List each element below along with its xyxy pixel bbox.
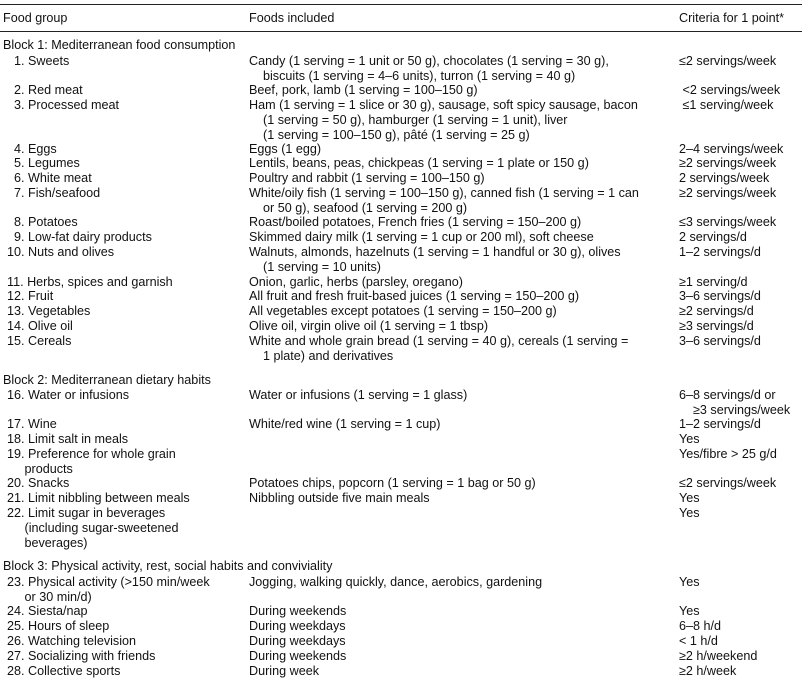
row-criteria: 1–2 servings/d: [679, 245, 761, 259]
row-criteria: < 1 h/d: [679, 634, 718, 648]
row-label: 9. Low-fat dairy products: [0, 230, 152, 244]
row-foods: White/oily fish (1 serving = 100–150 g), canned fish (1 serving = 1 can or 50 g), seafood (1 serving = 200 g): [249, 186, 639, 215]
row-criteria: 6–8 servings/d or ≥3 servings/week: [679, 388, 791, 417]
row-label: 14. Olive oil: [0, 319, 73, 333]
row-criteria: Yes: [679, 604, 700, 618]
row-foods: White/red wine (1 serving = 1 cup): [249, 417, 441, 431]
header-criteria: Criteria for 1 point*: [679, 11, 784, 25]
row-label: 19. Preference for whole grain products: [7, 447, 176, 476]
row-foods: All fruit and fresh fruit-based juices (1 serving = 150–200 g): [249, 289, 580, 303]
row-criteria: ≥1 serving/d: [679, 275, 748, 289]
row-criteria: Yes/fibre > 25 g/d: [679, 447, 777, 461]
row-foods: Walnuts, almonds, hazelnuts (1 serving = 1 handful or 30 g), olives (1 serving = 10 units): [249, 245, 621, 274]
block-title: Block 1: Mediterranean food consumption: [3, 38, 236, 52]
row-criteria: 1–2 servings/d: [679, 417, 761, 431]
row-criteria: 6–8 h/d: [679, 619, 722, 633]
row-foods: Poultry and rabbit (1 serving = 100–150 g): [249, 171, 485, 185]
header-foods-included: Foods included: [249, 11, 335, 25]
row-label: 2. Red meat: [0, 83, 83, 97]
row-criteria: ≥3 servings/d: [679, 319, 754, 333]
row-foods: White and whole grain bread (1 serving = 40 g), cereals (1 serving = 1 plate) and derivatives: [249, 334, 629, 363]
row-criteria: Yes: [679, 491, 700, 505]
row-criteria: ≥2 servings/d: [679, 304, 754, 318]
row-criteria: Yes: [679, 506, 700, 520]
row-criteria: 2–4 servings/week: [679, 142, 784, 156]
row-foods: During weekdays: [249, 634, 346, 648]
row-foods: Olive oil, virgin olive oil (1 serving = 1 tbsp): [249, 319, 489, 333]
row-label: 28. Collective sports: [0, 664, 121, 678]
row-criteria: 3–6 servings/d: [679, 334, 761, 348]
row-foods: Beef, pork, lamb (1 serving = 100–150 g): [249, 83, 478, 97]
row-label: 7. Fish/seafood: [0, 186, 101, 200]
row-foods: Ham (1 serving = 1 slice or 30 g), sausage, soft spicy sausage, bacon (1 serving = 50 g), hamburger (1 serving = 1 unit), liver (1 serving = 100–150 g), pâté (1 serving = 25 g): [249, 98, 638, 142]
row-foods: Onion, garlic, herbs (parsley, oregano): [249, 275, 463, 289]
row-label: 21. Limit nibbling between meals: [0, 491, 190, 505]
row-label: 16. Water or infusions: [0, 388, 130, 402]
row-label: 15. Cereals: [0, 334, 72, 348]
row-foods: During week: [249, 664, 319, 678]
header-food-group: Food group: [3, 11, 68, 25]
row-label: 13. Vegetables: [0, 304, 91, 318]
table-header-rule: [0, 31, 802, 32]
row-label: 4. Eggs: [0, 142, 57, 156]
row-label: 18. Limit salt in meals: [0, 432, 129, 446]
row-label: 8. Potatoes: [0, 215, 78, 229]
row-label: 22. Limit sugar in beverages (including sugar-sweetened beverages): [7, 506, 179, 550]
row-criteria: Yes: [679, 432, 700, 446]
row-label: 3. Processed meat: [0, 98, 119, 112]
row-label: 23. Physical activity (>150 min/week or 30 min/d): [7, 575, 210, 604]
row-label: 27. Socializing with friends: [0, 649, 156, 663]
row-criteria: ≥2 servings/week: [679, 156, 777, 170]
table-top-rule: [0, 4, 802, 5]
row-label: 5. Legumes: [0, 156, 80, 170]
row-foods: Skimmed dairy milk (1 serving = 1 cup or 200 ml), soft cheese: [249, 230, 594, 244]
row-criteria: Yes: [679, 575, 700, 589]
row-foods: Lentils, beans, peas, chickpeas (1 serving = 1 plate or 150 g): [249, 156, 589, 170]
row-foods: Jogging, walking quickly, dance, aerobics, gardening: [249, 575, 543, 589]
row-label: 20. Snacks: [0, 476, 70, 490]
row-foods: During weekdays: [249, 619, 346, 633]
row-label: 25. Hours of sleep: [0, 619, 110, 633]
row-criteria: ≤2 servings/week: [679, 54, 777, 68]
row-label: 12. Fruit: [0, 289, 54, 303]
row-criteria: ≤1 serving/week: [679, 98, 774, 112]
row-foods: Eggs (1 egg): [249, 142, 322, 156]
row-criteria: ≤3 servings/week: [679, 215, 777, 229]
row-criteria: ≥2 h/week: [679, 664, 737, 678]
row-criteria: ≥2 h/weekend: [679, 649, 758, 663]
row-criteria: 2 servings/d: [679, 230, 747, 244]
row-label: 26. Watching television: [0, 634, 137, 648]
row-criteria: ≥2 servings/week: [679, 186, 777, 200]
row-label: 10. Nuts and olives: [0, 245, 115, 259]
row-foods: Potatoes chips, popcorn (1 serving = 1 bag or 50 g): [249, 476, 536, 490]
row-foods: Water or infusions (1 serving = 1 glass): [249, 388, 468, 402]
row-foods: During weekends: [249, 604, 347, 618]
row-label: 1. Sweets: [0, 54, 70, 68]
row-label: 6. White meat: [0, 171, 92, 185]
row-label: 24. Siesta/nap: [0, 604, 88, 618]
row-foods: Roast/boiled potatoes, French fries (1 serving = 150–200 g): [249, 215, 582, 229]
row-criteria: <2 servings/week: [679, 83, 781, 97]
row-foods: All vegetables except potatoes (1 serving = 150–200 g): [249, 304, 557, 318]
row-label: 11. Herbs, spices and garnish: [0, 275, 173, 289]
block-title: Block 3: Physical activity, rest, social habits and conviviality: [3, 559, 333, 573]
row-criteria: ≤2 servings/week: [679, 476, 777, 490]
row-foods: During weekends: [249, 649, 347, 663]
row-foods: Nibbling outside five main meals: [249, 491, 430, 505]
block-title: Block 2: Mediterranean dietary habits: [3, 373, 211, 387]
row-criteria: 2 servings/week: [679, 171, 770, 185]
row-label: 17. Wine: [0, 417, 57, 431]
row-foods: Candy (1 serving = 1 unit or 50 g), chocolates (1 serving = 30 g), biscuits (1 serving = 4–6 units), turron (1 serving = 40 g): [249, 54, 609, 83]
row-criteria: 3–6 servings/d: [679, 289, 761, 303]
